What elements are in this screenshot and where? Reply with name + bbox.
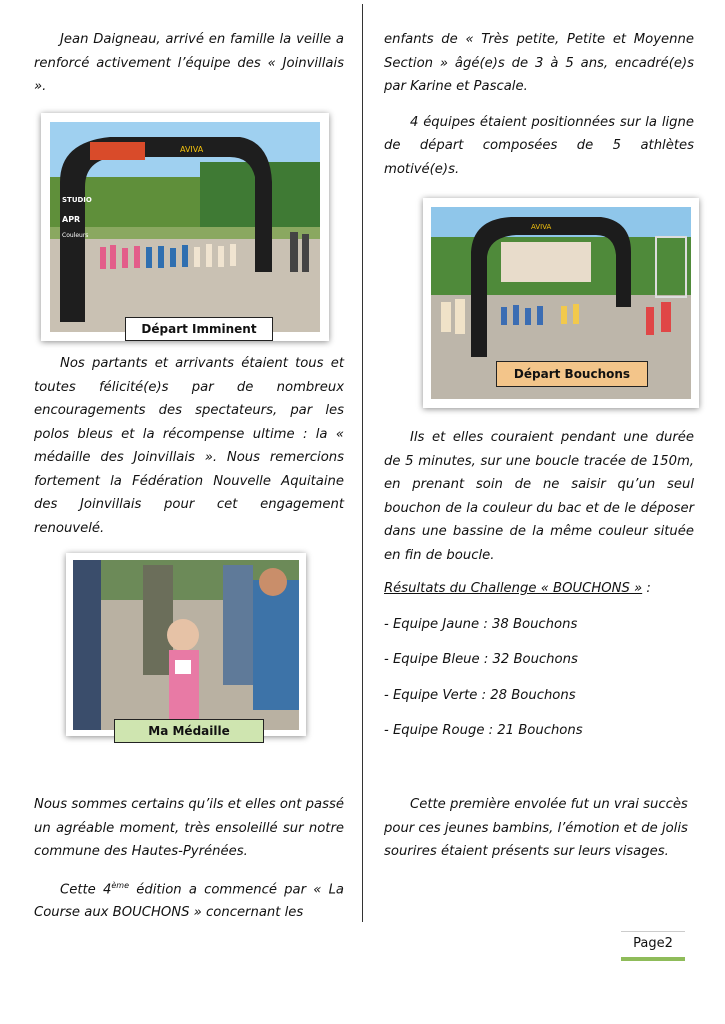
caption-depart-imminent: Départ Imminent xyxy=(125,317,273,341)
paragraph-envolee: Cette première envolée fut un vrai succès pour ces jeunes bambins, l’émotion et de jolis sourires étaient présents sur leurs visages. xyxy=(384,797,688,859)
photo-depart-imminent xyxy=(50,122,320,332)
paragraph-couraient: Ils et elles couraient pendant une durée de 5 minutes, sur une boucle tracée de 150m, en prenant soin de ne saisir qu’un seul bouchon de la couleur du bac et de le déposer dans une bassine de la même couleur située en fin de boucle. xyxy=(384,430,694,563)
column-divider xyxy=(362,4,363,922)
photo-frame-depart-imminent xyxy=(41,113,329,341)
paragraph-equipes: 4 équipes étaient positionnées sur la ligne de départ composées de 5 athlètes motivé(e)s. xyxy=(384,114,694,177)
paragraph-enfants: enfants de « Très petite, Petite et Moyenne Section » âgé(e)s de 3 à 5 ans, encadré(e)s par Karine et Pascale. xyxy=(384,32,694,94)
right-column-top xyxy=(384,28,694,181)
results-colon: : xyxy=(642,581,651,596)
page-number: Page2 xyxy=(621,931,685,962)
left-column xyxy=(34,28,344,99)
photo-ma-medaille xyxy=(73,560,299,730)
result-jaune: - Equipe Jaune : 38 Bouchons xyxy=(384,616,578,632)
result-rouge: - Equipe Rouge : 21 Bouchons xyxy=(384,723,583,738)
results-section xyxy=(384,577,694,743)
paragraph-certains: Nous sommes certains qu’ils et elles ont passé un agréable moment, très ensoleillé sur notre commune des Hautes-Pyrénées. xyxy=(34,797,344,859)
arch-brand-text: AVIVA xyxy=(180,145,204,154)
paragraph-jean: Jean Daigneau, arrivé en famille la veille a renforcé activement l’équipe des « Joinvillais ». xyxy=(34,32,344,94)
left-column-bottom xyxy=(34,793,344,925)
edition-text-pre: Cette 4 xyxy=(60,881,112,897)
left-column-middle xyxy=(34,352,344,540)
result-verte: - Equipe Verte : 28 Bouchons xyxy=(384,687,576,703)
arch-studio-text: STUDIO xyxy=(62,196,92,204)
right-column-bottom xyxy=(384,793,694,864)
right-column-middle xyxy=(384,426,694,567)
results-title: Résultats du Challenge « BOUCHONS » xyxy=(384,581,643,596)
page-number-underline xyxy=(621,957,685,961)
paragraph-partants: Nos partants et arrivants étaient tous et toutes félicité(e)s par de nombreux encouragements des spectateurs, par les polos bleus et la récompense ultime : la « médaille des Joinvillais ». Nous remercions fortement la Fédération Nouvelle Aquitaine des Joinvillais pour cet engagement renouvelé. xyxy=(34,356,344,536)
arch-couleurs-text: Couleurs xyxy=(62,232,89,239)
results-heading xyxy=(384,577,694,601)
photo-frame-ma-medaille xyxy=(66,553,306,736)
caption-ma-medaille: Ma Médaille xyxy=(114,719,264,743)
arch2-brand-text: AVIVA xyxy=(531,223,552,231)
edition-text-post: édition a commencé par « La Course aux BOUCHONS » concernant les xyxy=(34,881,344,921)
paragraph-edition xyxy=(34,874,344,925)
caption-depart-bouchons: Départ Bouchons xyxy=(496,361,648,387)
photo-frame-depart-bouchons xyxy=(423,198,699,408)
photo-ma-medaille-image xyxy=(73,560,299,730)
photo-depart-imminent-image xyxy=(50,122,320,332)
result-bleue: - Equipe Bleue : 32 Bouchons xyxy=(384,652,578,667)
edition-superscript: ème xyxy=(111,880,130,890)
arch-apr-text: APR xyxy=(62,215,81,224)
